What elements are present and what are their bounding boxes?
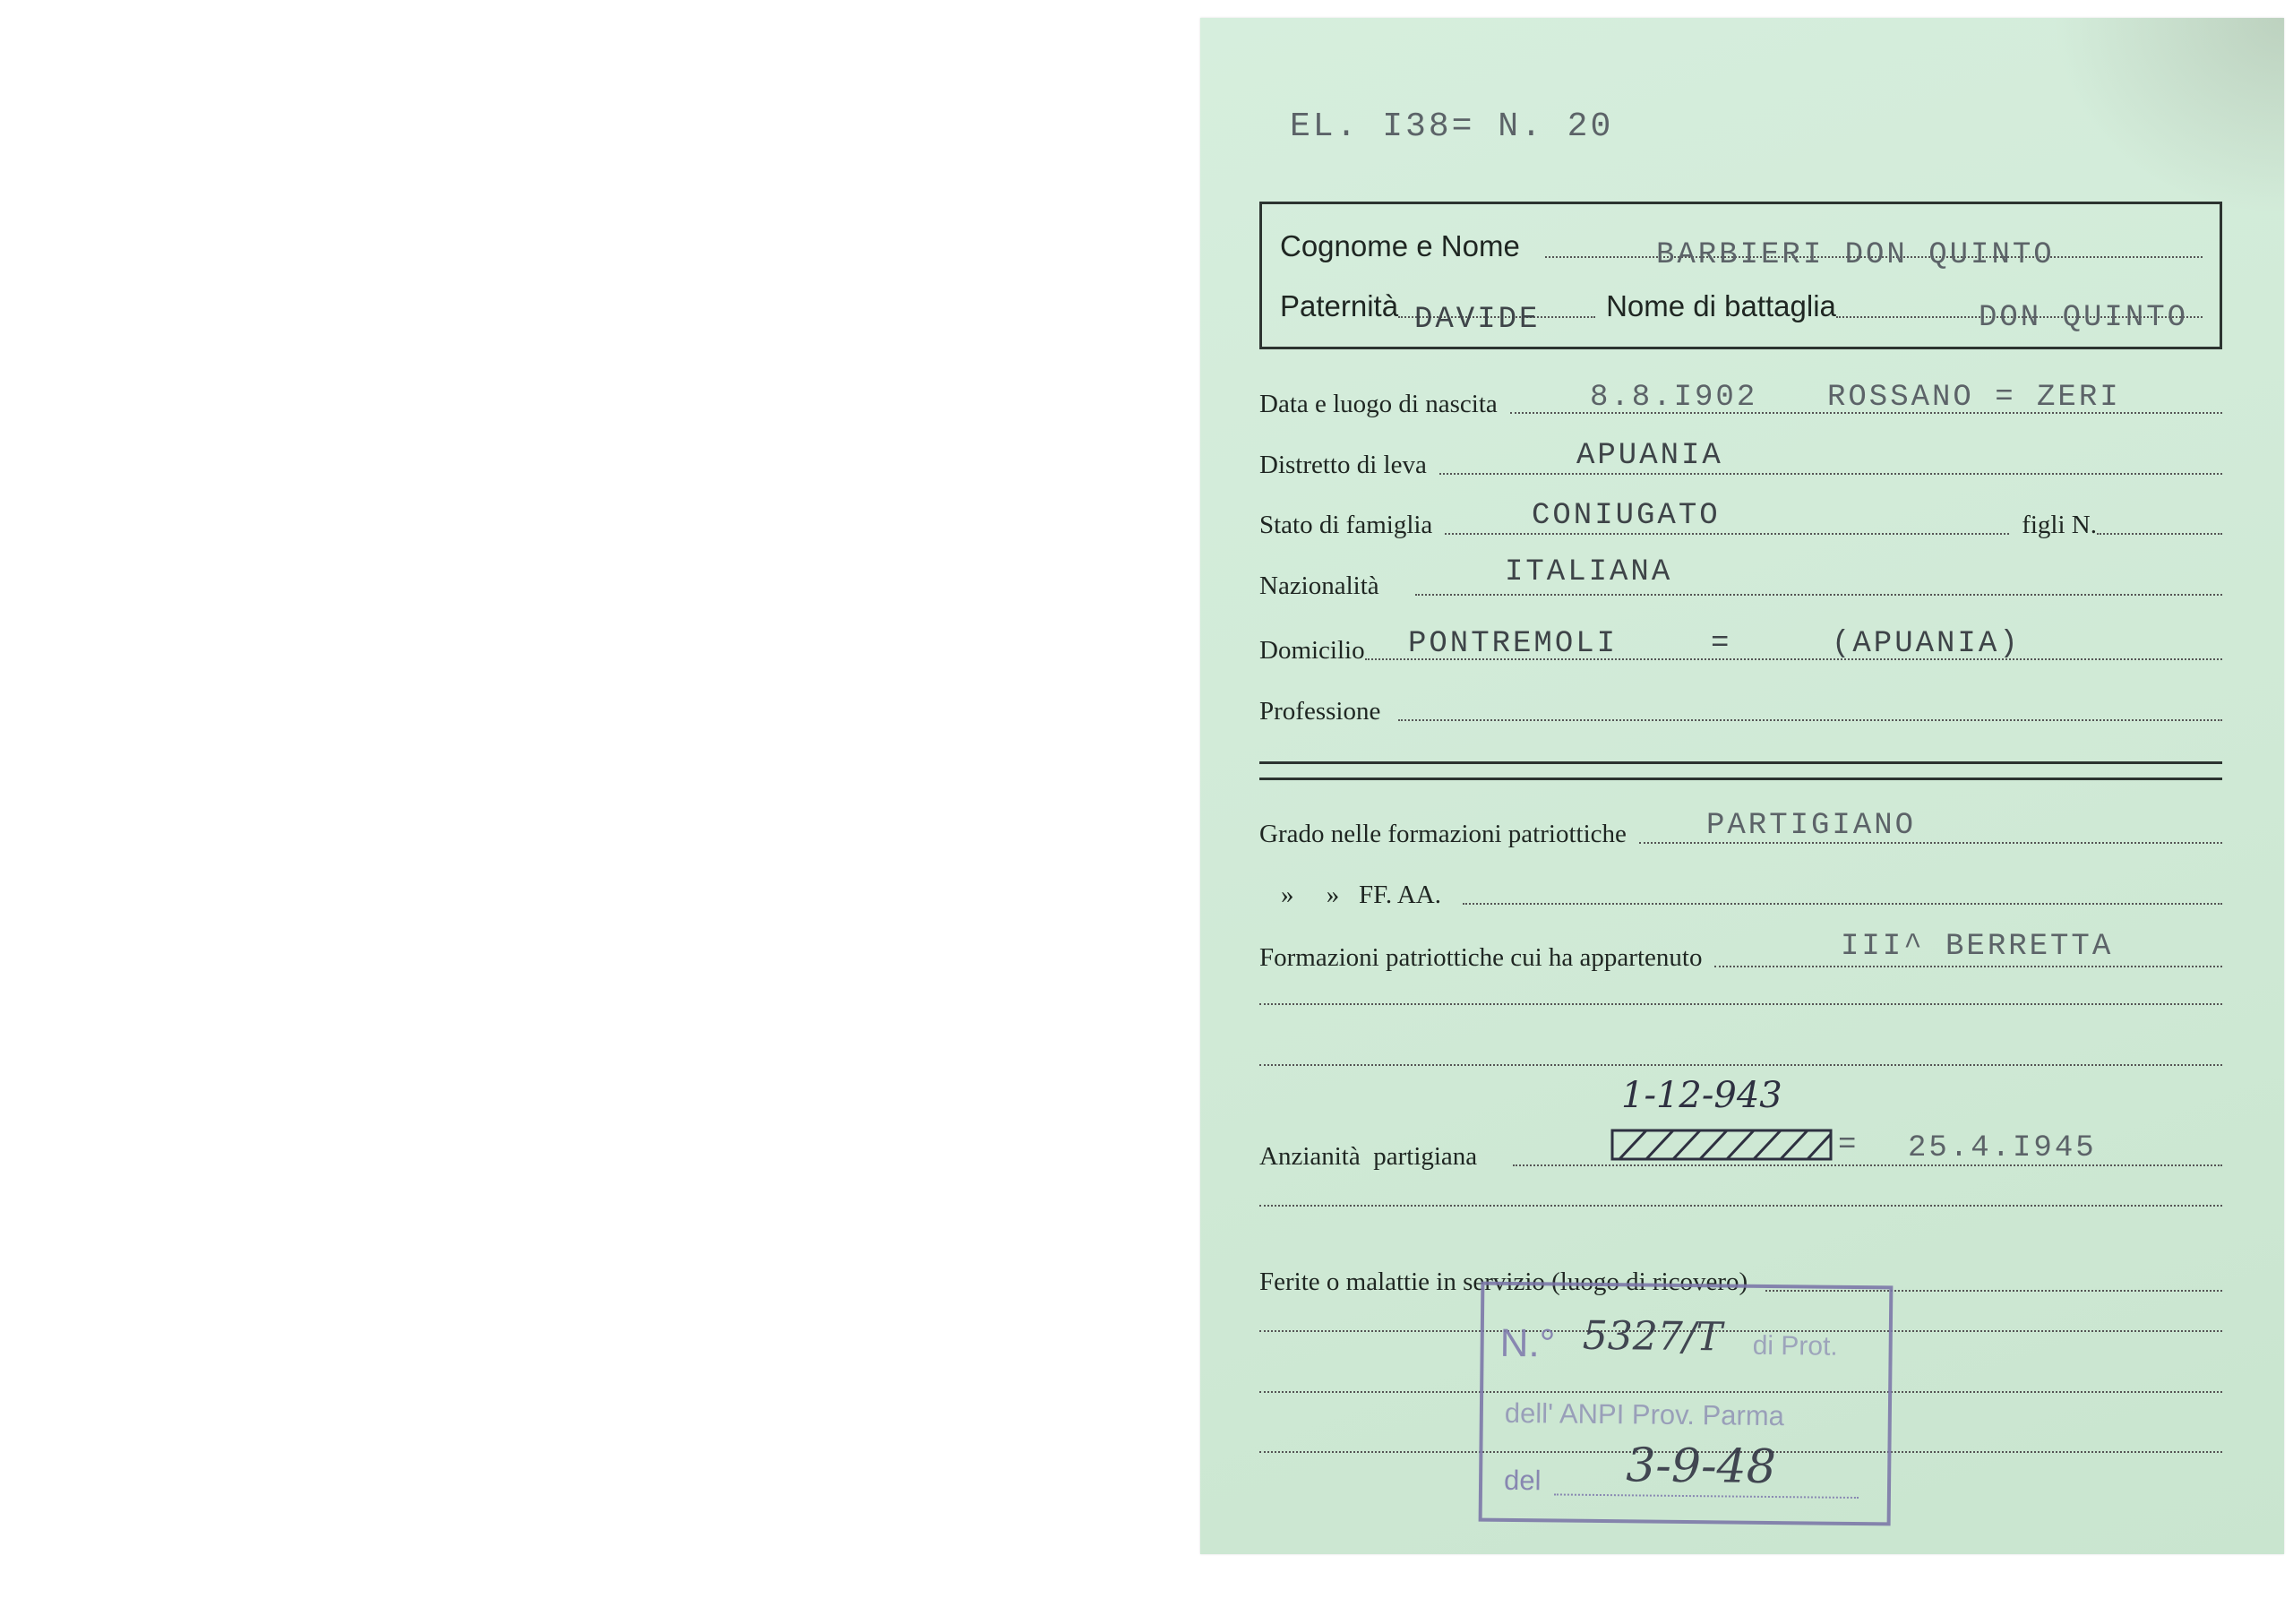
stamp-date-handwritten: 3-9-48 xyxy=(1625,1439,1777,1495)
domicilio-sep: = xyxy=(1711,627,1732,661)
stato-famiglia-label: Stato di famiglia xyxy=(1259,511,1433,539)
anzianita-handwritten-date: 1-12-943 xyxy=(1621,1075,1782,1116)
ff-aa-row xyxy=(1281,881,2222,910)
paternita-label: Paternità xyxy=(1280,289,1399,322)
formazioni-label: Formazioni patriottiche cui ha appartenuto xyxy=(1259,943,1703,972)
nome-battaglia-value: DON QUINTO xyxy=(1979,301,2189,335)
stamp-anpi-label: dell' ANPI Prov. Parma xyxy=(1504,1396,1785,1432)
stamp-prot-label: di Prot. xyxy=(1752,1330,1838,1362)
nascita-label: Data e luogo di nascita xyxy=(1259,390,1498,418)
nascita-data-value: 8.8.I902 xyxy=(1590,381,1758,415)
stamp-number-label: N.° xyxy=(1499,1320,1556,1366)
blank-line-1 xyxy=(1259,1003,2222,1010)
nome-battaglia-label: Nome di battaglia xyxy=(1606,289,1836,322)
anpi-protocol-stamp xyxy=(1479,1282,1894,1526)
stato-famiglia-row xyxy=(1259,511,2222,540)
ferite-label: Ferite o malattie in servizio (luogo di ricovero) xyxy=(1259,1267,1748,1296)
professione-row xyxy=(1259,697,2222,726)
divider-bottom xyxy=(1259,778,2222,780)
anzianita-label: Anzianità partigiana xyxy=(1259,1142,1478,1171)
distretto-row xyxy=(1259,451,2222,480)
nazionalita-label: Nazionalità xyxy=(1259,571,1379,600)
ff-aa-label: » » FF. AA. xyxy=(1281,881,1441,909)
blank-line-2 xyxy=(1259,1064,2222,1071)
professione-label: Professione xyxy=(1259,697,1381,726)
distretto-value: APUANIA xyxy=(1576,439,1723,473)
stamp-del-label: del xyxy=(1503,1464,1542,1497)
formazioni-value: III^ BERRETTA xyxy=(1841,930,2114,964)
paternita-value: DAVIDE xyxy=(1414,303,1541,337)
stato-famiglia-value: CONIUGATO xyxy=(1532,499,1721,533)
domicilio-row xyxy=(1259,636,2222,666)
anzianita-fine-value: 25.4.I945 xyxy=(1908,1131,2097,1165)
nascita-luogo-value: ROSSANO = ZERI xyxy=(1827,381,2121,415)
divider-top xyxy=(1259,761,2222,764)
reference-number: EL. I38= N. 20 xyxy=(1290,107,1614,146)
blank-line-3 xyxy=(1259,1205,2222,1212)
grado-label: Grado nelle formazioni patriottiche xyxy=(1259,820,1627,848)
cognome-nome-value: BARBIERI DON QUINTO xyxy=(1656,238,2055,272)
domicilio-label: Domicilio xyxy=(1259,636,1365,665)
struck-out-date xyxy=(1610,1127,1834,1163)
distretto-label: Distretto di leva xyxy=(1259,451,1427,479)
partisan-record-card xyxy=(1200,18,2284,1554)
nazionalita-row xyxy=(1259,571,2222,601)
domicilio-citta-value: PONTREMOLI xyxy=(1408,627,1619,661)
name-box xyxy=(1259,202,2222,349)
cognome-nome-label: Cognome e Nome xyxy=(1280,229,1520,262)
figli-label: figli N. xyxy=(2022,511,2097,539)
anzianita-sep: = xyxy=(1838,1129,1859,1163)
nazionalita-value: ITALIANA xyxy=(1505,555,1673,589)
stamp-number-handwritten: 5327/T xyxy=(1582,1312,1723,1361)
domicilio-prov-value: (APUANIA) xyxy=(1832,627,2021,661)
grado-value: PARTIGIANO xyxy=(1706,809,1917,843)
